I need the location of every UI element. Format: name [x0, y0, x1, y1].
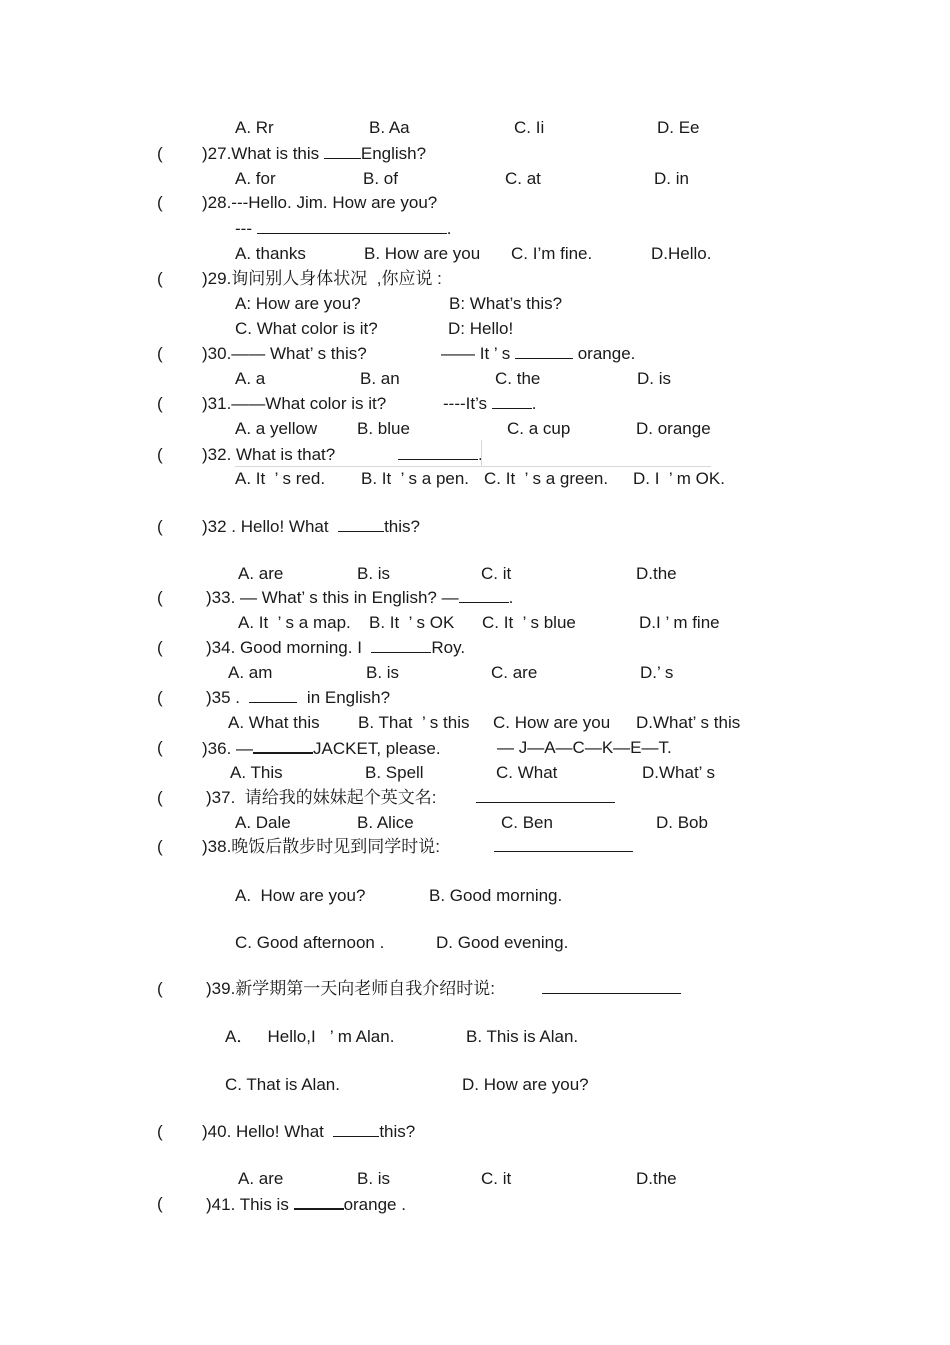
q37-option-a: A. Dale	[235, 813, 291, 832]
q36-option-c: C. What	[496, 763, 558, 782]
q33-option-c: C. It ’ s blue	[482, 613, 576, 632]
q38-option-a: A. How are you?	[235, 886, 366, 905]
q27-stem: )27.What is this English?	[202, 144, 427, 163]
q27-paren: (	[157, 144, 163, 163]
q39-option-a: A． Hello,I ’ m Alan.	[225, 1027, 395, 1046]
answer-blank	[398, 445, 478, 460]
q37-option-d: D. Bob	[656, 813, 708, 832]
q28-stem: )28.---Hello. Jim. How are you?	[202, 193, 438, 212]
q29-option-d: D: Hello!	[448, 319, 514, 338]
q33-option-b: B. It ’ s OK	[369, 613, 455, 632]
q33-stem: )33. — What’ s this in English? — .	[206, 588, 514, 607]
q39-stem: )39.新学期第一天向老师自我介绍时说:	[206, 979, 496, 998]
q30-option-c: C. the	[495, 369, 541, 388]
q32b-paren: (	[157, 517, 163, 536]
q32b-option-b: B. is	[357, 564, 391, 583]
q28-option-c: C. I’m fine.	[511, 244, 593, 263]
q38-option-c: C. Good afternoon .	[235, 933, 385, 952]
q34-option-b: B. is	[366, 663, 400, 682]
q35-option-a: A. What this	[228, 713, 320, 732]
q26-option-a: A. Rr	[235, 118, 274, 137]
answer-blank	[494, 837, 633, 852]
q29-option-b: B: What’s this?	[449, 294, 563, 313]
q33-paren: (	[157, 588, 163, 607]
q35-option-b: B. That ’ s this	[358, 713, 470, 732]
q38-option-d: D. Good evening.	[436, 933, 569, 952]
q31-option-d: D. orange	[636, 419, 711, 438]
q31-option-b: B. blue	[357, 419, 410, 438]
q31-option-a: A. a yellow	[235, 419, 318, 438]
q37-option-c: C. Ben	[501, 813, 553, 832]
q28-option-a: A. thanks	[235, 244, 306, 263]
q39-option-c: C. That is Alan.	[225, 1075, 340, 1094]
q30-option-b: B. an	[360, 369, 400, 388]
q40-option-c: C. it	[481, 1169, 512, 1188]
q32b-option-a: A. are	[238, 564, 284, 583]
q28-paren: (	[157, 193, 163, 212]
q39-option-d: D. How are you?	[462, 1075, 589, 1094]
q27-option-d: D. in	[654, 169, 689, 188]
q32b-stem: )32 . Hello! What this?	[202, 517, 420, 536]
q29-stem: )29.询问别人身体状况 ,你应说 :	[202, 269, 442, 288]
q36-paren: (	[157, 738, 163, 757]
answer-blank	[542, 979, 681, 994]
q34-paren: (	[157, 638, 163, 657]
q30-paren: (	[157, 344, 163, 363]
answer-blank	[294, 1194, 344, 1210]
q39-paren: (	[157, 979, 163, 998]
q36-option-b: B. Spell	[365, 763, 424, 782]
q37-option-b: B. Alice	[357, 813, 414, 832]
q37-stem: )37. 请给我的妹妹起个英文名:	[206, 788, 437, 807]
q35-option-c: C. How are you	[493, 713, 611, 732]
q27-option-a: A. for	[235, 169, 276, 188]
q35-stem: )35 . in English?	[206, 688, 391, 707]
q40-stem: )40. Hello! What this?	[202, 1122, 416, 1141]
q38-answer	[494, 837, 633, 857]
table-rule	[235, 466, 711, 467]
q36-stem: )36. — JACKET, please.	[202, 739, 441, 758]
table-rule	[481, 440, 482, 466]
q30-stem: )30.—— What’ s this?	[202, 344, 367, 363]
q26-option-d: D. Ee	[657, 118, 700, 137]
answer-blank	[324, 144, 361, 159]
q29-option-a: A: How are you?	[235, 294, 361, 313]
answer-blank	[515, 344, 573, 359]
q40-paren: (	[157, 1122, 163, 1141]
q40-option-b: B. is	[357, 1169, 391, 1188]
q32a-option-d: D. I ’ m OK.	[633, 469, 725, 488]
q36-option-d: D.What’ s	[642, 763, 716, 782]
answer-blank	[371, 638, 431, 653]
q32a-paren: (	[157, 445, 163, 464]
answer-blank	[249, 688, 297, 703]
answer-blank	[333, 1122, 379, 1137]
q41-stem: )41. This is orange .	[206, 1195, 406, 1214]
q37-paren: (	[157, 788, 163, 807]
q38-paren: (	[157, 837, 163, 856]
q33-option-d: D.I ’ m fine	[639, 613, 720, 632]
q27-option-b: B. of	[363, 169, 398, 188]
q32a-answer: .	[398, 445, 483, 465]
q31-reply: ----It’s .	[443, 394, 537, 413]
q37-answer	[476, 788, 615, 808]
q34-option-a: A. am	[228, 663, 273, 682]
answer-blank	[476, 788, 615, 803]
q30-option-d: D. is	[637, 369, 671, 388]
q35-paren: (	[157, 688, 163, 707]
q29-option-c: C. What color is it?	[235, 319, 378, 338]
answer-blank	[492, 394, 532, 409]
q32a-option-c: C. It ’ s a green.	[484, 469, 609, 488]
q39-option-b: B. This is Alan.	[466, 1027, 579, 1046]
q31-option-c: C. a cup	[507, 419, 571, 438]
q33-option-a: A. It ’ s a map.	[238, 613, 351, 632]
q34-stem: )34. Good morning. I Roy.	[206, 638, 466, 657]
q35-option-d: D.What’ s this	[636, 713, 741, 732]
q38-option-b: B. Good morning.	[429, 886, 563, 905]
q29-paren: (	[157, 269, 163, 288]
q39-answer	[542, 979, 681, 999]
q31-paren: (	[157, 394, 163, 413]
q30-reply: —— It ’ s orange.	[441, 344, 636, 363]
q26-option-c: C. Ii	[514, 118, 545, 137]
q32a-stem: )32. What is that?	[202, 445, 336, 464]
q36-reply: — J—A—C—K—E—T.	[497, 738, 672, 757]
answer-blank	[338, 517, 384, 532]
q40-option-d: D.the	[636, 1169, 677, 1188]
q28-option-d: D.Hello.	[651, 244, 712, 263]
q34-option-c: C. are	[491, 663, 538, 682]
q36-option-a: A. This	[230, 763, 283, 782]
q26-option-b: B. Aa	[369, 118, 410, 137]
answer-blank	[253, 738, 313, 754]
q30-option-a: A. a	[235, 369, 266, 388]
q32a-option-b: B. It ’ s a pen.	[361, 469, 470, 488]
q41-paren: (	[157, 1194, 163, 1213]
q32b-option-d: D.the	[636, 564, 677, 583]
answer-blank	[459, 588, 509, 603]
q34-option-d: D.’ s	[640, 663, 674, 682]
answer-blank	[257, 219, 447, 234]
q28-reply: --- .	[235, 219, 452, 238]
q28-option-b: B. How are you	[364, 244, 481, 263]
q32a-option-a: A. It ’ s red.	[235, 469, 326, 488]
q38-stem: )38.晚饭后散步时见到同学时说:	[202, 837, 441, 856]
q40-option-a: A. are	[238, 1169, 284, 1188]
q32b-option-c: C. it	[481, 564, 512, 583]
q27-option-c: C. at	[505, 169, 541, 188]
q31-stem: )31.——What color is it?	[202, 394, 387, 413]
